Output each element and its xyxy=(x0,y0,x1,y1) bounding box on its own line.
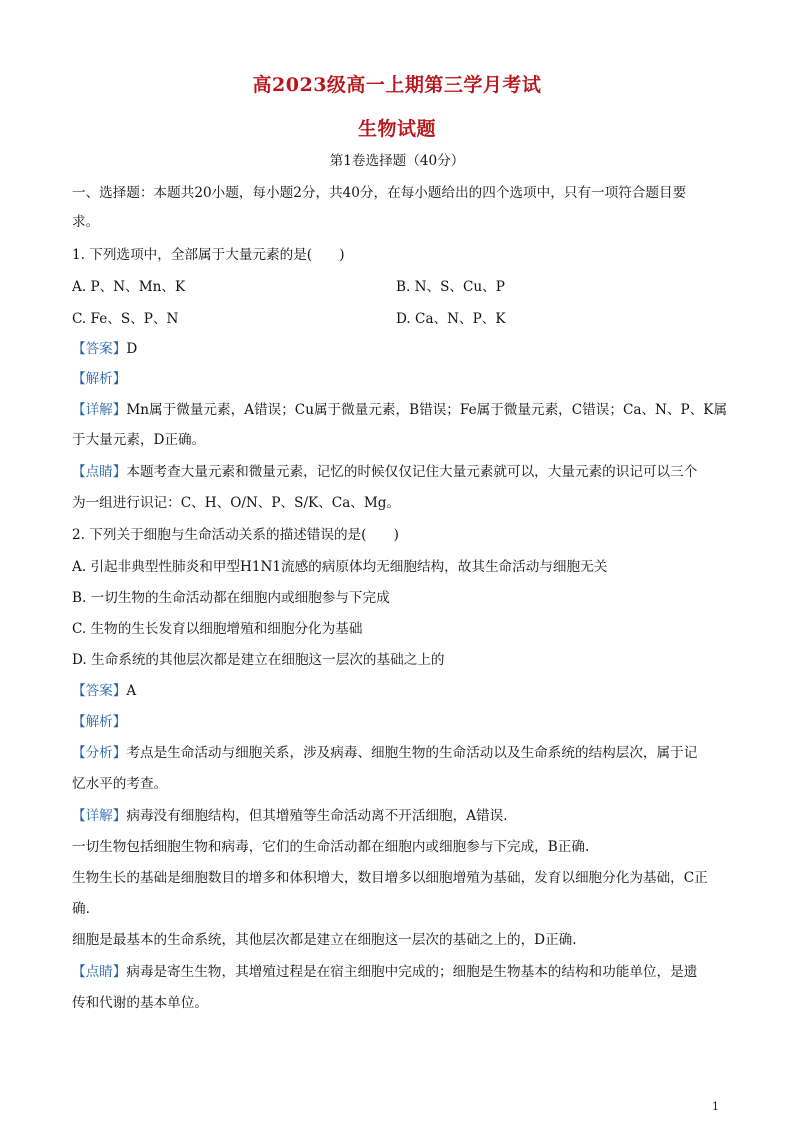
comment-tag: 【点睛】 xyxy=(72,464,127,480)
q1-option-d: D. Ca、N、P、K xyxy=(396,311,506,327)
fenxi-tag: 【分析】 xyxy=(72,745,127,761)
comment-text: 病毒是寄生生物，其增殖过程是在宿主细胞中完成的；细胞是生物基本的结构和功能单位，是遗 xyxy=(126,964,698,980)
exam-title: 高2023级高一上期第三学月考试 xyxy=(252,74,542,96)
exam-subtitle: 生物试题 xyxy=(357,118,436,140)
detail-tag: 【详解】 xyxy=(72,402,127,418)
q2-option-a: A. 引起非典型性肺炎和甲型H1N1流感的病原体均无细胞结构，故其生命活动与细胞无关 xyxy=(72,559,608,575)
q1-detail-line-1 xyxy=(72,401,728,419)
section-header: 第1卷选择题（40分） xyxy=(329,153,465,169)
fenxi-text: 考点是生命活动与细胞关系，涉及病毒、细胞生物的生命活动以及生命系统的结构层次，属于记 xyxy=(126,745,698,761)
instructions-line-1: 一、选择题：本题共20小题，每小题2分，共40分，在每小题给出的四个选项中，只有一项符合题目要 xyxy=(72,185,687,201)
detail-text: Mn属于微量元素，A错误；Cu属于微量元素，B错误；Fe属于微量元素，C错误；Ca、N、P、K属 xyxy=(126,402,728,418)
q1-comment-line-1 xyxy=(72,463,724,481)
answer-tag: 【答案】 xyxy=(72,683,127,699)
q1-detail-line-2: 于大量元素，D正确。 xyxy=(72,432,206,448)
q2-detail-line-2: 一切生物包括细胞生物和病毒，它们的生命活动都在细胞内或细胞参与下完成，B正确. xyxy=(72,839,590,855)
q2-detail-line-5: 细胞是最基本的生命系统，其他层次都是建立在细胞这一层次的基础之上的，D正确. xyxy=(72,932,577,948)
q2-option-d: D. 生命系统的其他层次都是建立在细胞这一层次的基础之上的 xyxy=(72,652,445,668)
analysis-tag: 【解析】 xyxy=(72,371,127,387)
q1-option-b: B. N、S、Cu、P xyxy=(396,279,505,295)
detail-tag: 【详解】 xyxy=(72,808,127,824)
q1-option-c: C. Fe、S、P、N xyxy=(72,311,179,327)
comment-tag: 【点睛】 xyxy=(72,964,127,980)
q2-option-b: B. 一切生物的生命活动都在细胞内或细胞参与下完成 xyxy=(72,590,390,606)
q1-answer xyxy=(72,340,724,358)
q2-answer xyxy=(72,682,724,700)
q1-option-a: A. P、N、Mn、K xyxy=(72,279,186,295)
q2-comment-line-2: 传和代谢的基本单位。 xyxy=(72,995,208,1011)
q2-detail-line-4: 确. xyxy=(72,901,90,917)
q2-fenxi-line-2: 忆水平的考查。 xyxy=(72,776,168,792)
q1-analysis-tag xyxy=(72,370,724,388)
instructions-line-2: 求。 xyxy=(72,214,100,230)
comment-text: 本题考查大量元素和微量元素，记忆的时候仅仅记住大量元素就可以，大量元素的识记可以三个 xyxy=(126,464,698,480)
q2-comment-line-1 xyxy=(72,963,724,981)
q2-detail-line-3: 生物生长的基础是细胞数目的增多和体积增大，数目增多以细胞增殖为基础，发育以细胞分化为基础，C正 xyxy=(72,870,708,886)
detail-text: 病毒没有细胞结构，但其增殖等生命活动离不开活细胞，A错误. xyxy=(126,808,508,824)
page-number: 1 xyxy=(712,1100,719,1113)
q2-option-c: C. 生物的生长发育以细胞增殖和细胞分化为基础 xyxy=(72,621,363,637)
q2-stem: 2. 下列关于细胞与生命活动关系的描述错误的是( ) xyxy=(72,527,399,543)
q1-stem: 1. 下列选项中，全部属于大量元素的是( ) xyxy=(72,247,345,263)
answer-value: A xyxy=(126,683,137,699)
q2-analysis-tag xyxy=(72,713,724,731)
q1-comment-line-2: 为一组进行识记：C、H、O/N、P、S/K、Ca、Mg。 xyxy=(72,495,401,511)
answer-tag: 【答案】 xyxy=(72,341,127,357)
q2-fenxi-line-1 xyxy=(72,744,724,762)
q2-detail-line-1 xyxy=(72,807,724,825)
analysis-tag: 【解析】 xyxy=(72,714,127,730)
answer-value: D xyxy=(126,341,138,357)
